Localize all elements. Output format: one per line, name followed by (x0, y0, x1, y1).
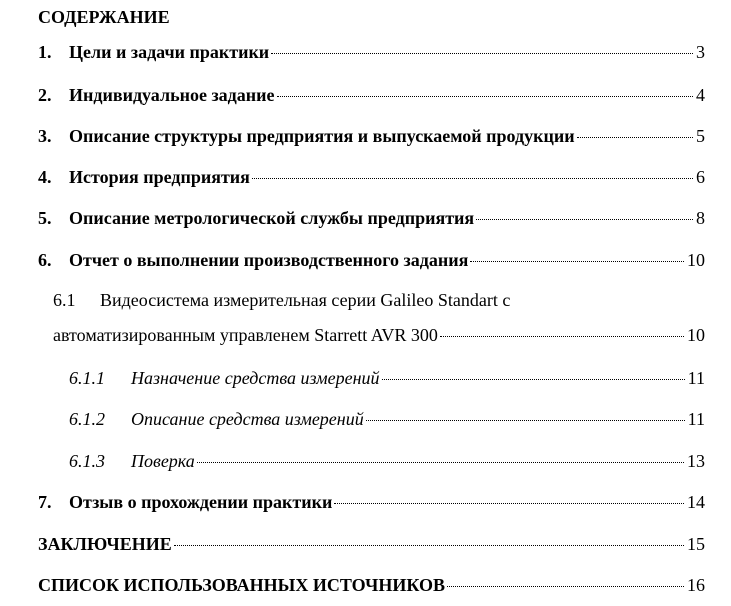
toc-entry-6-1-1[interactable] (69, 367, 705, 389)
toc-page-number: 16 (687, 575, 705, 595)
toc-page-number: 3 (696, 42, 705, 62)
toc-page-number: 13 (687, 451, 705, 471)
toc-entry-label: Цели и задачи практики (69, 42, 270, 62)
toc-entry-label: Описание метрологической службы предприятия (69, 208, 475, 228)
toc-page-number: 11 (687, 368, 705, 388)
dot-leader (447, 586, 684, 587)
toc-entry-6-1-line2[interactable] (53, 324, 705, 346)
toc-entry-6-1-2[interactable] (69, 408, 705, 430)
dot-leader (277, 96, 693, 97)
toc-page-number: 5 (696, 126, 705, 146)
toc-entry-number: 6.1.3 (69, 451, 105, 471)
toc-entry-number: 6.1.2 (69, 409, 105, 429)
toc-entry-5[interactable] (38, 207, 705, 229)
dot-leader (577, 137, 693, 138)
dot-leader (440, 336, 684, 337)
toc-page-number: 10 (687, 250, 705, 270)
toc-entry-number: 7. (38, 492, 52, 512)
toc-entry-label: Видеосистема измерительная серии Galileo Standart с (100, 290, 511, 310)
toc-entry-label: ЗАКЛЮЧЕНИЕ (38, 534, 172, 554)
toc-entry-number: 5. (38, 208, 52, 228)
toc-entry-6-1-3[interactable] (69, 450, 705, 472)
toc-entry-number: 6.1.1 (69, 368, 105, 388)
dot-leader (252, 178, 693, 179)
dot-leader (174, 545, 684, 546)
toc-entry-label: автоматизированным управленем Starrett AVR 300 (53, 325, 438, 345)
toc-entry-3[interactable] (38, 125, 705, 147)
dot-leader (271, 53, 693, 54)
toc-entry-label: Описание средства измерений (131, 409, 364, 429)
toc-entry-4[interactable] (38, 166, 705, 188)
toc-entry-label: Индивидуальное задание (69, 85, 275, 105)
toc-page-number: 8 (696, 208, 705, 228)
toc-entry-conclusion[interactable] (38, 533, 705, 555)
toc-entry-number: 6. (38, 250, 52, 270)
toc-page-number: 15 (687, 534, 705, 554)
dot-leader (470, 261, 684, 262)
toc-page-number: 14 (687, 492, 705, 512)
toc-entry-label: Отзыв о прохождении практики (69, 492, 333, 512)
toc-page-number: 4 (696, 85, 705, 105)
toc-entry-2[interactable] (38, 84, 705, 106)
dot-leader (476, 219, 693, 220)
toc-entry-number: 1. (38, 42, 52, 62)
dot-leader (334, 503, 684, 504)
toc-entry-number: 6.1 (53, 290, 76, 310)
dot-leader (382, 379, 685, 380)
toc-entry-label: СПИСОК ИСПОЛЬЗОВАННЫХ ИСТОЧНИКОВ (38, 575, 445, 595)
toc-entry-number: 4. (38, 167, 52, 187)
toc-entry-label: История предприятия (69, 167, 250, 187)
dot-leader (366, 420, 685, 421)
toc-entry-6[interactable] (38, 249, 705, 271)
toc-entry-7[interactable] (38, 491, 705, 513)
toc-entry-6-1-line1[interactable] (53, 289, 510, 311)
toc-entry-sources[interactable] (38, 574, 705, 596)
toc-entry-label: Описание структуры предприятия и выпускаемой продукции (69, 126, 575, 146)
toc-entry-label: Отчет о выполнении производственного задания (69, 250, 469, 270)
toc-entry-number: 2. (38, 85, 52, 105)
dot-leader (197, 462, 684, 463)
toc-page-number: 6 (696, 167, 705, 187)
toc-entry-label: Поверка (131, 451, 195, 471)
toc-entry-label: Назначение средства измерений (131, 368, 380, 388)
toc-page-number: 11 (687, 409, 705, 429)
toc-entry-number: 3. (38, 126, 52, 146)
toc-title: СОДЕРЖАНИЕ (38, 7, 170, 27)
toc-page-number: 10 (687, 325, 705, 345)
toc-entry-1[interactable] (38, 41, 705, 63)
